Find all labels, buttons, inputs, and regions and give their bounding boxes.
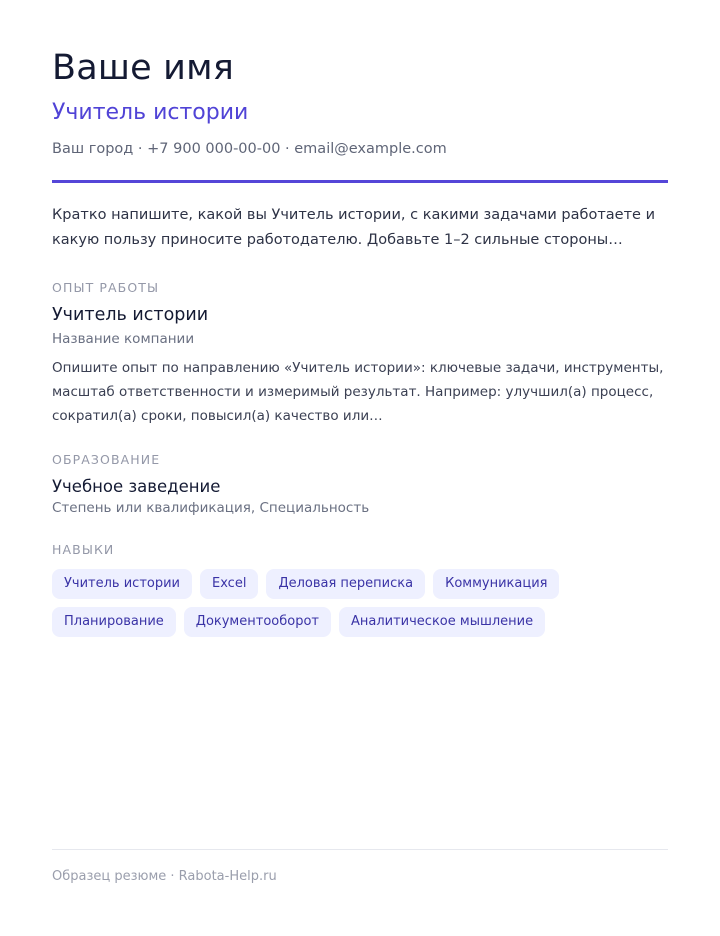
skill-tag: Учитель истории — [52, 569, 192, 599]
resume-page — [52, 0, 668, 936]
footer-text: Образец резюме · Rabota-Help.ru — [52, 869, 277, 884]
skill-tag: Excel — [200, 569, 258, 599]
company-name: Название компании — [52, 331, 195, 347]
header-divider — [52, 180, 668, 183]
summary-text: Кратко напишите, какой вы Учитель истории, с какими задачами работаете и какую пользу приносите работодателю. Добавьте 1–2 сильные стороны… — [52, 207, 655, 248]
education-section-title: ОБРАЗОВАНИЕ — [52, 452, 161, 467]
footer-divider — [52, 849, 668, 850]
education-degree: Степень или квалификация, Специальность — [52, 500, 370, 516]
candidate-name: Ваше имя — [52, 48, 234, 88]
job-title: Учитель истории — [52, 305, 209, 325]
skills-list — [52, 569, 682, 637]
skill-tag: Аналитическое мышление — [339, 607, 545, 637]
skill-tag: Коммуникация — [433, 569, 559, 599]
skill-tag: Деловая переписка — [266, 569, 425, 599]
skill-tag: Планирование — [52, 607, 176, 637]
experience-section-title: ОПЫТ РАБОТЫ — [52, 280, 160, 295]
job-description: Опишите опыт по направлению «Учитель истории»: ключевые задачи, инструменты, масштаб ответственности и измеримый результат. Например: улучшил(а) процесс, сократил(а) сроки, повысил(а) качество или… — [52, 360, 664, 424]
contact-line: Ваш город · +7 900 000-00-00 · email@example.com — [52, 141, 447, 157]
skill-tag: Документооборот — [184, 607, 331, 637]
education-institution: Учебное заведение — [52, 477, 221, 496]
skills-section-title: НАВЫКИ — [52, 542, 115, 557]
candidate-role: Учитель истории — [52, 100, 249, 125]
